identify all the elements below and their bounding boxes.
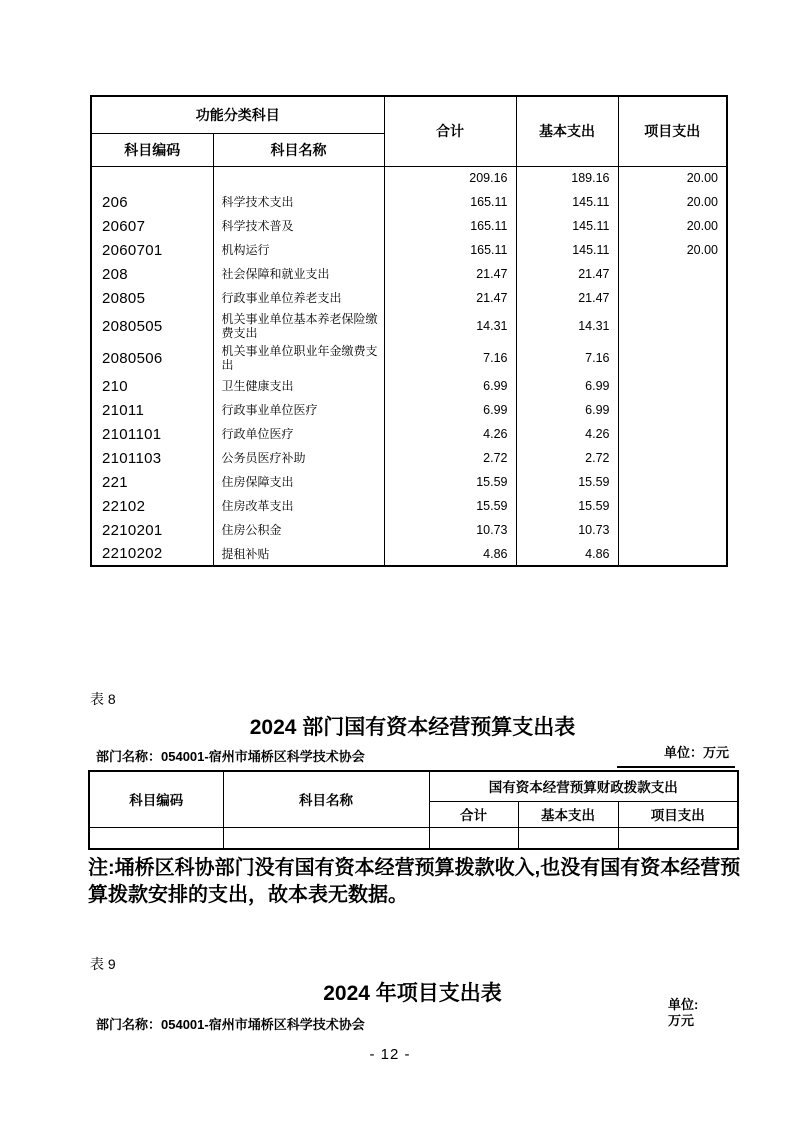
basic-amount: 21.47 bbox=[516, 286, 618, 310]
table-row bbox=[91, 446, 727, 470]
subject-name: 住房公积金 bbox=[213, 518, 384, 542]
project-amount bbox=[618, 422, 727, 446]
basic-amount: 6.99 bbox=[516, 398, 618, 422]
note-line: 注:埇桥区科协部门没有国有资本经营预算拨款收入,也没有国有资本经营预 bbox=[88, 857, 741, 879]
subject-name: 提租补贴 bbox=[213, 542, 384, 566]
state-capital-budget-table bbox=[88, 770, 739, 850]
total-amount: 165.11 bbox=[384, 190, 516, 214]
total-amount: 10.73 bbox=[384, 518, 516, 542]
subject-name: 卫生健康支出 bbox=[213, 374, 384, 398]
table9-label: 表 9 bbox=[90, 956, 116, 972]
subject-name bbox=[213, 166, 384, 190]
basic-amount: 6.99 bbox=[516, 374, 618, 398]
total-amount: 4.26 bbox=[384, 422, 516, 446]
subject-code: 221 bbox=[91, 470, 213, 494]
table-row bbox=[91, 518, 727, 542]
header-total: 合计 bbox=[384, 96, 516, 166]
table-row bbox=[91, 342, 727, 374]
basic-amount: 145.11 bbox=[516, 190, 618, 214]
table-row bbox=[91, 214, 727, 238]
table8-label: 表 8 bbox=[90, 691, 116, 707]
table-row bbox=[91, 310, 727, 342]
subject-code: 2080506 bbox=[91, 342, 213, 374]
subject-code bbox=[91, 166, 213, 190]
subject-code: 20805 bbox=[91, 286, 213, 310]
total-amount: 7.16 bbox=[384, 342, 516, 374]
table9-department-name: 部门名称：054001-宿州市埇桥区科学技术协会 bbox=[96, 1017, 365, 1032]
subject-code bbox=[89, 827, 223, 849]
project-amount bbox=[618, 310, 727, 342]
total-amount bbox=[429, 827, 518, 849]
project-amount: 20.00 bbox=[618, 214, 727, 238]
subject-name: 机关事业单位基本养老保险缴费支出 bbox=[213, 310, 384, 342]
total-amount: 15.59 bbox=[384, 470, 516, 494]
subject-code: 20607 bbox=[91, 214, 213, 238]
table9-title: 2024 年项目支出表 bbox=[323, 982, 502, 1005]
subject-code: 2210202 bbox=[91, 542, 213, 566]
basic-amount: 4.26 bbox=[516, 422, 618, 446]
subject-name: 机构运行 bbox=[213, 238, 384, 262]
table-row bbox=[91, 494, 727, 518]
note-line: 算拨款安排的支出，故本表无数据。 bbox=[88, 884, 408, 906]
header-subject-code: 科目编码 bbox=[91, 133, 213, 166]
basic-amount: 10.73 bbox=[516, 518, 618, 542]
functional-classification-expenditure-table bbox=[90, 95, 728, 567]
project-amount bbox=[618, 827, 738, 849]
header-functional-classification: 功能分类科目 bbox=[91, 96, 384, 133]
basic-amount: 15.59 bbox=[516, 494, 618, 518]
total-amount: 4.86 bbox=[384, 542, 516, 566]
header-basic-expenditure: 基本支出 bbox=[518, 801, 618, 827]
total-amount: 14.31 bbox=[384, 310, 516, 342]
table-row bbox=[91, 542, 727, 566]
table8-note bbox=[88, 855, 748, 909]
header-total: 合计 bbox=[429, 801, 518, 827]
header-subject-code: 科目编码 bbox=[89, 771, 223, 827]
project-amount bbox=[618, 262, 727, 286]
total-amount: 165.11 bbox=[384, 238, 516, 262]
header-subject-name: 科目名称 bbox=[213, 133, 384, 166]
basic-amount: 2.72 bbox=[516, 446, 618, 470]
subject-name: 公务员医疗补助 bbox=[213, 446, 384, 470]
table-row bbox=[91, 374, 727, 398]
basic-amount: 145.11 bbox=[516, 238, 618, 262]
table-row bbox=[91, 238, 727, 262]
total-amount: 6.99 bbox=[384, 374, 516, 398]
header-project-expenditure: 项目支出 bbox=[618, 96, 727, 166]
project-amount bbox=[618, 342, 727, 374]
basic-amount: 4.86 bbox=[516, 542, 618, 566]
total-amount: 21.47 bbox=[384, 286, 516, 310]
header-project-expenditure: 项目支出 bbox=[618, 801, 738, 827]
basic-amount: 189.16 bbox=[516, 166, 618, 190]
basic-amount: 145.11 bbox=[516, 214, 618, 238]
subject-name: 行政事业单位养老支出 bbox=[213, 286, 384, 310]
subject-name: 行政事业单位医疗 bbox=[213, 398, 384, 422]
basic-amount: 7.16 bbox=[516, 342, 618, 374]
subject-code: 206 bbox=[91, 190, 213, 214]
project-amount: 20.00 bbox=[618, 190, 727, 214]
project-amount bbox=[618, 374, 727, 398]
subject-name: 行政单位医疗 bbox=[213, 422, 384, 446]
header-basic-expenditure: 基本支出 bbox=[516, 96, 618, 166]
table8-department-name: 部门名称：054001-宿州市埇桥区科学技术协会 bbox=[96, 749, 365, 764]
project-amount bbox=[618, 494, 727, 518]
header-subject-name: 科目名称 bbox=[223, 771, 429, 827]
subject-name bbox=[223, 827, 429, 849]
subject-name: 科学技术普及 bbox=[213, 214, 384, 238]
subject-name: 社会保障和就业支出 bbox=[213, 262, 384, 286]
project-amount bbox=[618, 446, 727, 470]
total-amount: 21.47 bbox=[384, 262, 516, 286]
table9-unit-label bbox=[668, 997, 698, 1029]
project-amount bbox=[618, 518, 727, 542]
table-row bbox=[91, 470, 727, 494]
total-amount: 2.72 bbox=[384, 446, 516, 470]
table-row bbox=[91, 398, 727, 422]
subject-code: 2060701 bbox=[91, 238, 213, 262]
table8-title: 2024 部门国有资本经营预算支出表 bbox=[249, 716, 576, 739]
header-state-capital-group: 国有资本经营预算财政拨款支出 bbox=[429, 771, 738, 801]
subject-name: 科学技术支出 bbox=[213, 190, 384, 214]
page-number: - 12 - bbox=[369, 1046, 411, 1063]
subject-code: 2080505 bbox=[91, 310, 213, 342]
subject-name: 住房保障支出 bbox=[213, 470, 384, 494]
subject-name: 住房改革支出 bbox=[213, 494, 384, 518]
unit-label-line: 万元 bbox=[668, 1013, 695, 1028]
project-amount: 20.00 bbox=[618, 166, 727, 190]
project-amount: 20.00 bbox=[618, 238, 727, 262]
project-amount bbox=[618, 286, 727, 310]
total-amount: 15.59 bbox=[384, 494, 516, 518]
subject-name: 机关事业单位职业年金缴费支出 bbox=[213, 342, 384, 374]
total-amount: 6.99 bbox=[384, 398, 516, 422]
table-row bbox=[91, 190, 727, 214]
subject-code: 2210201 bbox=[91, 518, 213, 542]
table-row bbox=[91, 166, 727, 190]
subject-code: 2101101 bbox=[91, 422, 213, 446]
subject-code: 2101103 bbox=[91, 446, 213, 470]
total-amount: 209.16 bbox=[384, 166, 516, 190]
subject-code: 22102 bbox=[91, 494, 213, 518]
table-row bbox=[91, 262, 727, 286]
project-amount bbox=[618, 398, 727, 422]
subject-code: 21011 bbox=[91, 398, 213, 422]
basic-amount: 15.59 bbox=[516, 470, 618, 494]
project-amount bbox=[618, 542, 727, 566]
basic-amount: 14.31 bbox=[516, 310, 618, 342]
subject-code: 210 bbox=[91, 374, 213, 398]
basic-amount bbox=[518, 827, 618, 849]
total-amount: 165.11 bbox=[384, 214, 516, 238]
project-amount bbox=[618, 470, 727, 494]
table-row bbox=[91, 422, 727, 446]
unit-label-line: 单位: bbox=[668, 997, 699, 1012]
basic-amount: 21.47 bbox=[516, 262, 618, 286]
table-row-empty bbox=[89, 827, 738, 849]
subject-code: 208 bbox=[91, 262, 213, 286]
table8-unit-label: 单位：万元 bbox=[617, 742, 735, 768]
table-row bbox=[91, 286, 727, 310]
